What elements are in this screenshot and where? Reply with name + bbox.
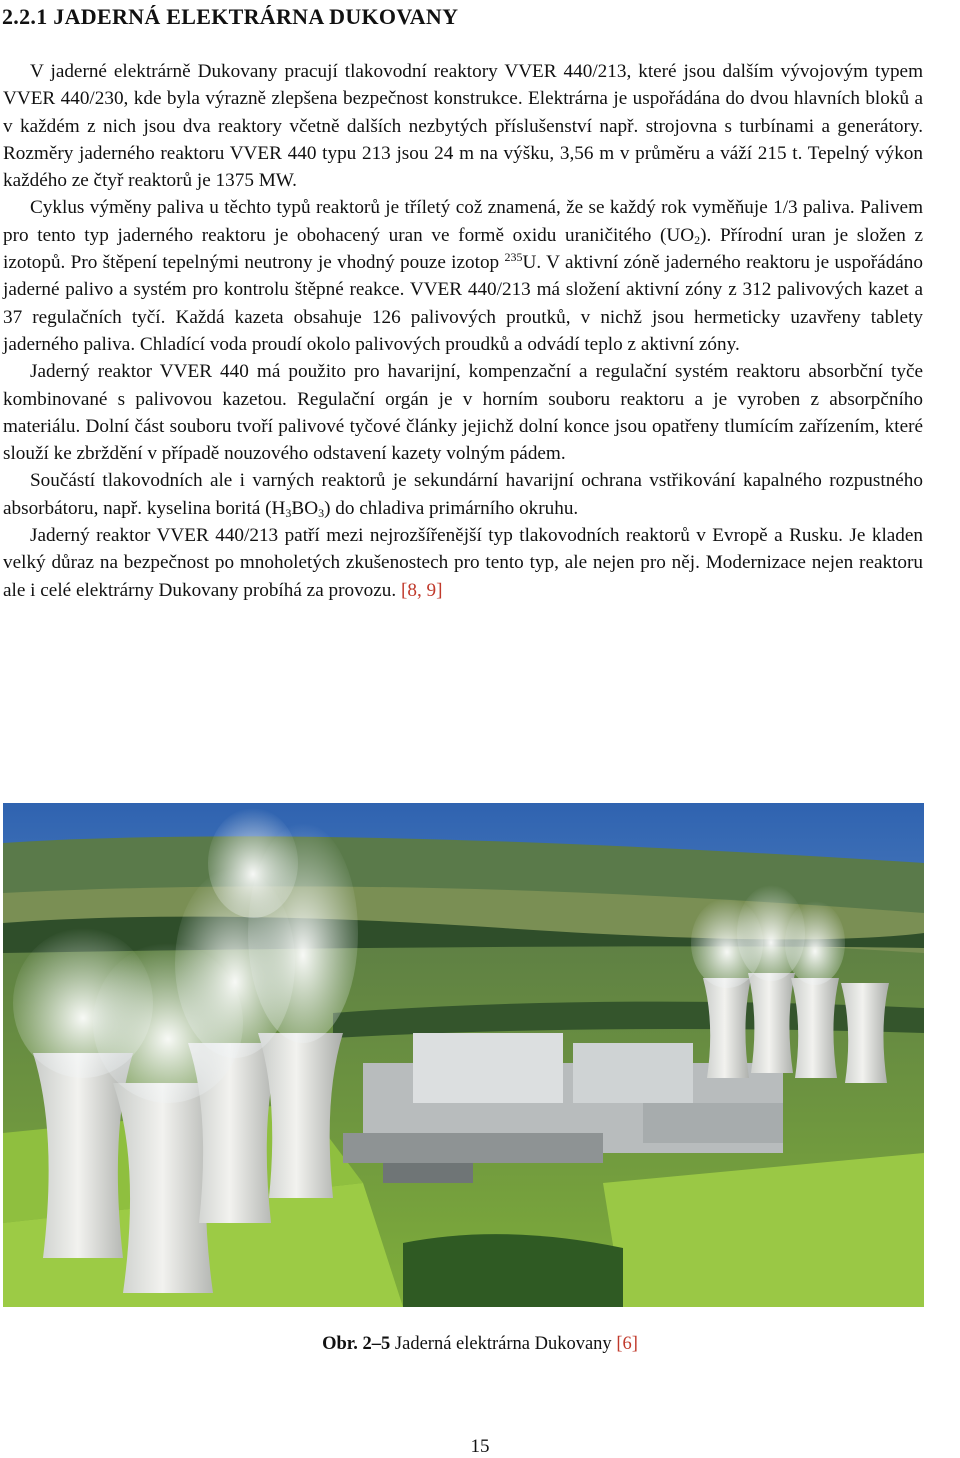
body-text bbox=[3, 58, 923, 604]
power-plant-photo bbox=[3, 803, 924, 1307]
paragraph: V jaderné elektrárně Dukovany pracují tlakovodní reaktory VVER 440/213, které jsou dalším vývojovým typem VVER 440/230, kde byla výrazně zlepšena bezpečnost konstrukce. Elektrárna je uspořádána do dvou hlavních bloků a v každém z nich jsou dva reaktory včetně dalších nezbytých příslušenství např. strojovna s turbínami a generátory. Rozměry jaderného reaktoru VVER 440 typu 213 jsou 24 m na výšku, 3,56 m v průměru a váží 215 t. Tepelný výkon každého ze čtyř reaktorů je 1375 MW. bbox=[3, 61, 923, 192]
citation-link[interactable]: [6] bbox=[616, 1334, 638, 1354]
paragraph: Jaderný reaktor VVER 440 má použito pro havarijní, kompenzační a regulační systém reaktoru absorbční tyče kombinované s palivovou kazetou. Regulační orgán je v horním souboru reaktoru a je vyroben z absorpčního materiálu. Dolní část souboru tvoří palivové tyčové články jejichž dolní konce jsou opatřeny tlumícím zařízením, které slouží ke zbrždění v případě nouzového odstavení kazety volným pádem. bbox=[3, 361, 923, 465]
paragraph: Jaderný reaktor VVER 440/213 patří mezi nejrozšířenější typ tlakovodních reaktorů v Evropě a Rusku. Je kladen velký důraz na bezpečnost po mnoholetých zkušenostech pro tento typ, ale nejen pro něj. Modernizace nejen reaktoru ale i celé elektrárny Dukovany probíhá za provozu. [8, 9] bbox=[3, 525, 923, 601]
section-heading: 2.2.1 JADERNÁ ELEKTRÁRNA DUKOVANY bbox=[2, 4, 459, 29]
figure-caption: Obr. 2–5 Jaderná elektrárna Dukovany [6] bbox=[322, 1334, 638, 1354]
paragraph: Součástí tlakovodních ale i varných reaktorů je sekundární havarijní ochrana vstřikování kapalného rozpustného absorbátoru, např. kyselina boritá $(H_3BO_3)$ do chladiva primárního okruhu. bbox=[3, 470, 923, 520]
figure-label: Obr. 2–5 bbox=[322, 1334, 391, 1354]
page-number: 15 bbox=[470, 1436, 490, 1457]
citation-link[interactable]: [8, 9] bbox=[400, 579, 443, 601]
paragraph: Cyklus výměny paliva u těchto typů reaktorů je tříletý což znamená, že se každý rok vyměňuje 1/3 paliva. Palivem pro tento typ jaderného reaktoru je obohacený uran ve formě oxidu uraničitého $(UO_2)$. Přírodní uran je složen z izotopů. Pro štěpení tepelnými neutrony je vhodný pouze izotop $^{235}$U. V aktivní zóně jaderného reaktoru je uspořádáno jaderné palivo a systém pro kontrolu štěpné reakce. VVER 440/213 má složení aktivní zóny z 312 palivových kazet a 37 regulačních tyčí. Každá kazeta obsahuje 126 palivových proutků, v nichž jsou hermeticky uzavřeny tablety jaderného paliva. Chladící voda proudí okolo palivových proudků a odvádí teplo z aktivní zóny. bbox=[3, 197, 923, 355]
